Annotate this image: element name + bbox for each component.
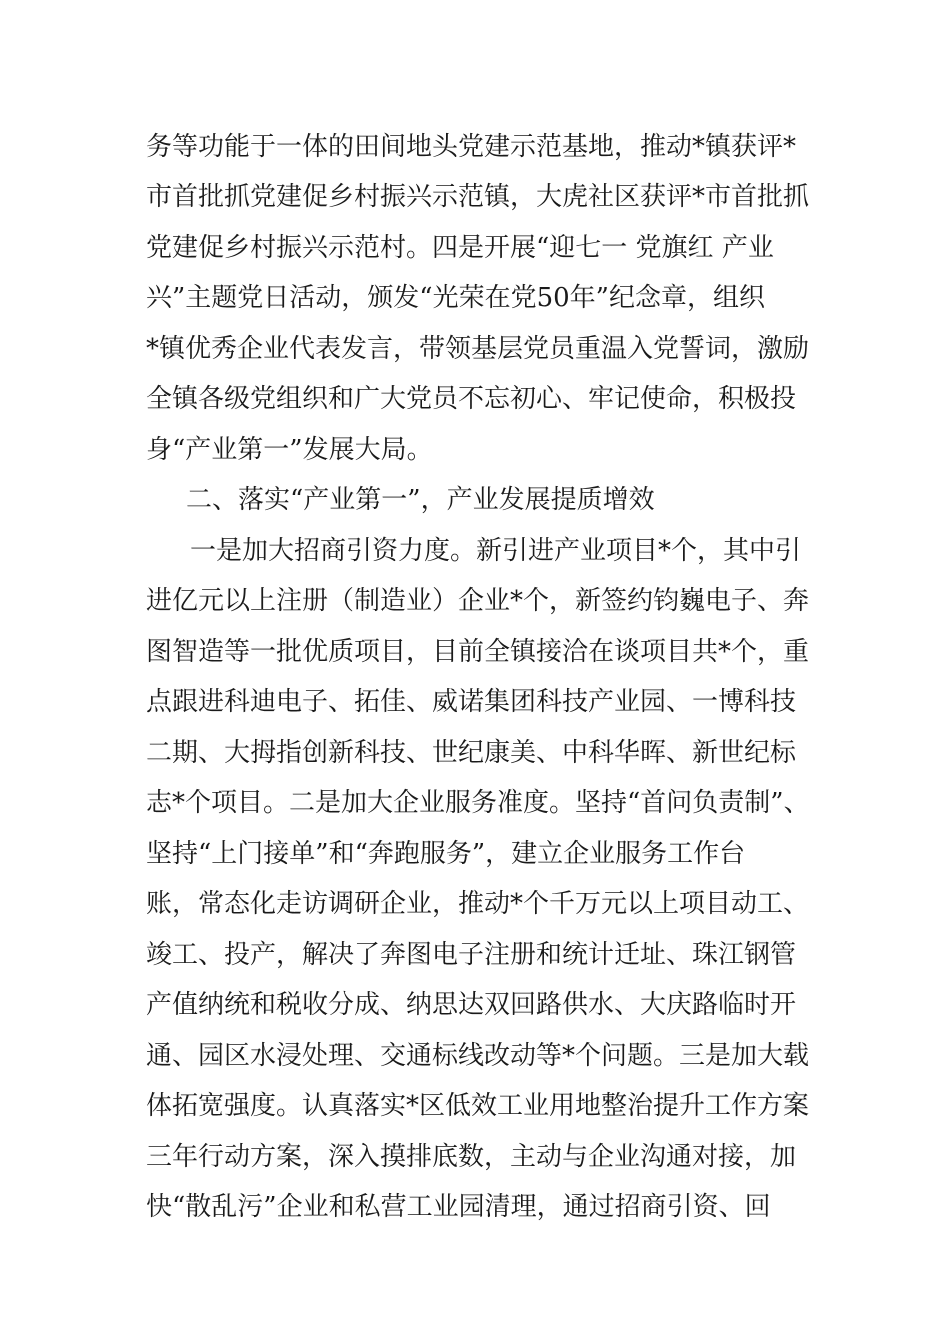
text-line: 坚持“上门接单”和“奔跑服务”，建立企业服务工作台 [146,839,746,869]
paragraph-first-line: 一是加大招商引资力度。新引进产业项目*个，其中引 [190,536,802,566]
text-line: 点跟进科迪电子、拓佳、威诺集团科技产业园、一博科技 [146,687,797,717]
text-line: 通、园区水浸处理、交通标线改动等*个问题。三是加大载 [146,1041,810,1071]
text-line: 产值纳统和税收分成、纳思达双回路供水、大庆路临时开 [146,990,797,1020]
text-line: 快“散乱污”企业和私营工业园清理，通过招商引资、回 [146,1192,771,1222]
text-line: 图智造等一批优质项目，目前全镇接洽在谈项目共*个，重 [146,637,810,667]
text-line: 务等功能于一体的田间地头党建示范基地，推动*镇获评* [146,132,797,162]
text-line: 账，常态化走访调研企业，推动*个千万元以上项目动工、 [146,889,810,919]
section-heading: 二、落实“产业第一”，产业发展提质增效 [186,485,655,515]
text-line: 体拓宽强度。认真落实*区低效工业用地整治提升工作方案 [146,1091,810,1121]
text-line: 进亿元以上注册（制造业）企业*个，新签约钧巍电子、奔 [146,586,810,616]
text-line: 兴”主题党日活动，颁发“光荣在党50年”纪念章，组织 [146,283,765,313]
text-line: 身“产业第一”发展大局。 [146,435,433,465]
text-line: *镇优秀企业代表发言，带领基层党员重温入党誓词，激励 [146,334,810,364]
text-line: 三年行动方案，深入摸排底数，主动与企业沟通对接，加 [146,1142,797,1172]
text-line: 全镇各级党组织和广大党员不忘初心、牢记使命，积极投 [146,384,797,414]
text-line: 二期、大拇指创新科技、世纪康美、中科华晖、新世纪标 [146,738,797,768]
text-line: 党建促乡村振兴示范村。四是开展“迎七一 党旗红 产业 [146,233,774,263]
text-line: 竣工、投产，解决了奔图电子注册和统计迁址、珠江钢管 [146,940,797,970]
text-line: 志*个项目。二是加大企业服务准度。坚持“首问负责制”、 [146,788,810,818]
text-line: 市首批抓党建促乡村振兴示范镇，大虎社区获评*市首批抓 [146,182,810,212]
